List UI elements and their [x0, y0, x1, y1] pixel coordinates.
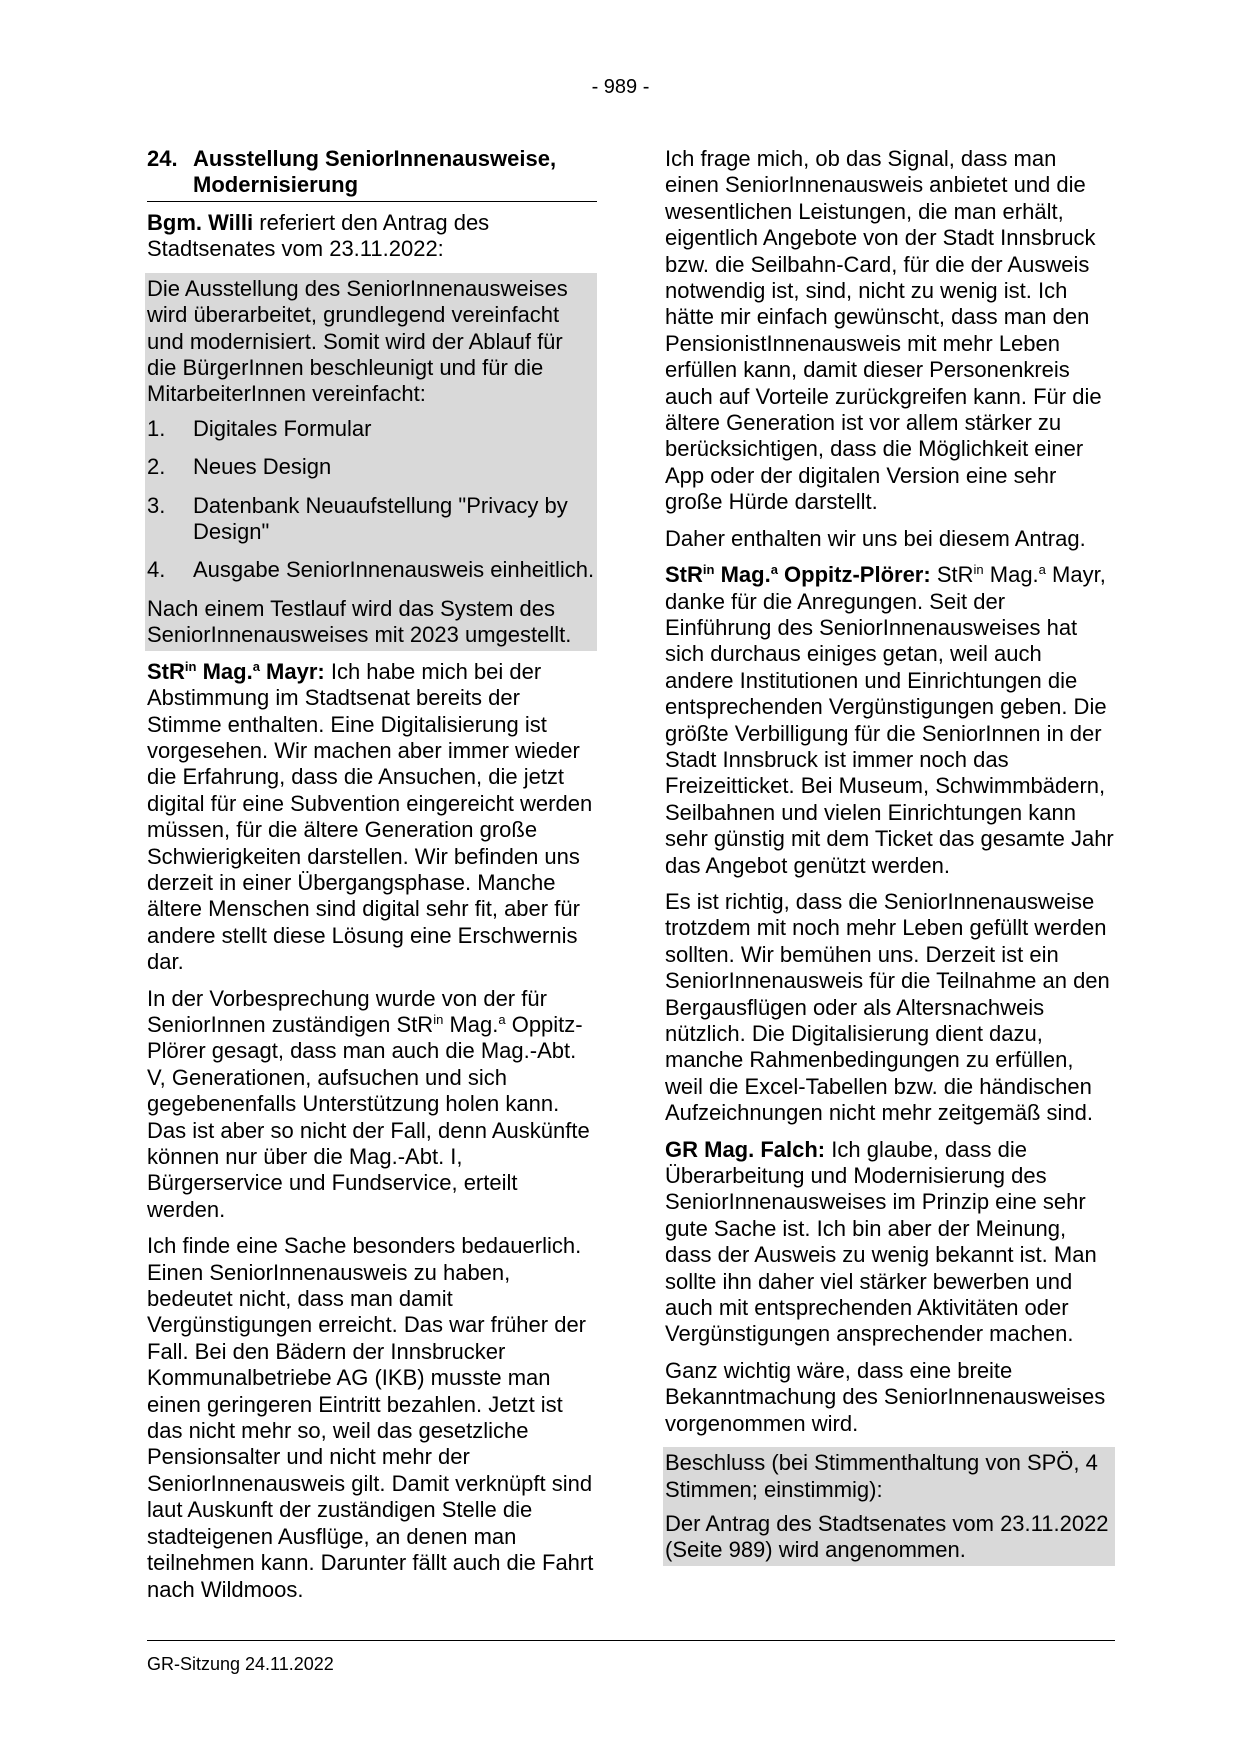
- speech-mayr-paragraph-5: Daher enthalten wir uns bei diesem Antrag.: [665, 525, 1086, 551]
- speech-mayr: StR$^{in}$ Mag.$^a$ Mayr: Ich habe mich bei der Abstimmung im Stadtsenat bereits der Stimme enthalten. Eine Digitalisierung ist vorgesehen. Wir machen aber immer wieder die Erfahrung, dass die Ansuchen, die jetzt digital für eine Subvention eingereicht werden müssen, für die ältere Generation große Schwierigkeiten darstellen. Wir befinden uns derzeit in einer Übergangsphase. Manche ältere Menschen sind digital sehr fit, aber für andere stellt diese Lösung eine Erschwernis dar.: [147, 658, 593, 975]
- footer-session-date: GR-Sitzung 24.11.2022: [147, 1654, 334, 1674]
- intro-speaker: Bgm. Willi: [147, 210, 254, 235]
- intro-text: referiert den Antrag des Stadtsenates vom 23.11.2022:: [147, 210, 490, 262]
- list-item: 2. Neues Design: [147, 454, 332, 480]
- list-item: 3. Datenbank Neuaufstellung "Privacy by Design": [147, 492, 568, 545]
- speech-falch-paragraph-2: Ganz wichtig wäre, dass eine breite Bekanntmachung des SeniorInnenausweises vorgenommen wird.: [665, 1357, 1106, 1436]
- left-column: [147, 146, 597, 1613]
- speech-falch: GR Mag. Falch: Ich glaube, dass die Überarbeitung und Modernisierung des SeniorInnenausweises im Prinzip eine sehr gute Sache ist. Ich bin aber der Meinung, dass der Ausweis zu wenig bekannt ist. Man sollte ihn daher viel stärker bewerben und auch mit entsprechenden Aktivitäten oder Vergünstigungen ansprechender machen.: [665, 1136, 1097, 1347]
- motion-text: Die Ausstellung des SeniorInnenausweises wird überarbeitet, grundlegend vereinfacht und modernisiert. Somit wird der Ablauf für die BürgerInnen beschleunigt und für die MitarbeiterInnen vereinfacht:: [147, 275, 568, 407]
- motion-box: [145, 273, 597, 651]
- speech-mayr-paragraph-3: Ich finde eine Sache besonders bedauerlich. Einen SeniorInnenausweis zu haben, bedeutet nicht, dass man damit Vergünstigungen erreicht. Das war früher der Fall. Bei den Bädern der Innsbrucker Kommunalbetriebe AG (IKB) musste man einen geringeren Eintritt bezahlen. Jetzt ist das nicht mehr so, weil das gesetzliche Pensionsalter und nicht mehr der SeniorInnenausweis gilt. Damit verknüpft sind laut Auskunft der zuständigen Stelle die stadteigenen Ausflüge, an denen man teilnehmen kann. Darunter fällt auch die Fahrt nach Wildmoos.: [147, 1233, 594, 1602]
- motion-list: [147, 416, 595, 584]
- page-number: - 989 -: [591, 76, 650, 98]
- footer-divider: [147, 1640, 1115, 1641]
- agenda-item-number: 24.: [147, 146, 178, 171]
- resolution-line-2: Der Antrag des Stadtsenates vom 23.11.2022 (Seite 989) wird angenommen.: [665, 1510, 1109, 1563]
- speech-oppitz-ploerer-paragraph-2: Es ist richtig, dass die SeniorInnenausweise trotzdem mit noch mehr Leben gefüllt werden sollten. Wir bemühen uns. Derzeit ist ein SeniorInnenausweis für die Teilnahme an den Bergausflügen oder als Altersnachweis nützlich. Die Digitalisierung dient dazu, manche Rahmenbedingungen zu erfüllen, weil die Excel-Tabellen bzw. die händischen Aufzeichnungen nicht mehr zeitgemäß sind.: [665, 888, 1110, 1126]
- agenda-item-title: Ausstellung SeniorInnenausweise, Modernisierung: [193, 146, 557, 197]
- resolution-box: [663, 1447, 1115, 1566]
- speech-mayr-paragraph-4: Ich frage mich, ob das Signal, dass man einen SeniorInnenausweis anbietet und die wesentlichen Leistungen, die man erhält, eigentlich Angebote von der Stadt Innsbruck bzw. die Seilbahn-Card, für die der Ausweis notwendig ist, sind, nicht zu wenig ist. Ich hätte mir einfach gewünscht, dass man den PensionistInnenausweis mit mehr Leben erfüllen kann, damit dieser Personenkreis auch auf Vorteile zurückgreifen kann. Für die ältere Generation ist vor allem stärker zu berücksichtigen, dass die Möglichkeit einer App oder der digitalen Version eine sehr große Hürde darstellt.: [665, 146, 1102, 515]
- speech-oppitz-ploerer: StR$^{in}$ Mag.$^a$ Oppitz-Plörer: StR$^{in}$ Mag.$^a$ Mayr, danke für die Anregungen. Seit der Einführung des SeniorInnenausweises hat sich durchaus einiges getan, weil auch andere Institutionen und Einrichtungen die entsprechenden Vergünstigungen geben. Die größte Verbilligung für die SeniorInnen in der Stadt Innsbruck ist immer noch das Freizeitticket. Bei Museum, Schwimmbädern, Seilbahnen und vielen Einrichtungen kann sehr günstig mit dem Ticket das gesamte Jahr das Angebot genützt werden.: [665, 562, 1114, 878]
- speaker-name: GR Mag. Falch:: [665, 1136, 826, 1162]
- agenda-item-heading: [147, 146, 597, 202]
- intro-paragraph: [147, 210, 597, 263]
- speech-mayr-paragraph-2: In der Vorbesprechung wurde von der für SeniorInnen zuständigen StR$^{in}$ Mag.$^a$ Oppitz-Plörer gesagt, dass man auch die Mag.-Abt. V, Generationen, aufsuchen und sich gegebenenfalls Unterstützung holen kann. Das ist aber so nicht der Fall, denn Auskünfte können nur über die Mag.-Abt. I, Bürgerservice und Fundservice, erteilt werden.: [147, 985, 590, 1222]
- right-column: [665, 146, 1115, 1574]
- motion-closing: Nach einem Testlauf wird das System des SeniorInnenausweises mit 2023 umgestellt.: [147, 595, 572, 648]
- resolution-line-1: Beschluss (bei Stimmenthaltung von SPÖ, 4 Stimmen; einstimmig):: [665, 1450, 1098, 1502]
- speaker-name: StR$^{in}$ Mag.$^a$ Mayr:: [147, 658, 325, 684]
- speaker-name: StR$^{in}$ Mag.$^a$ Oppitz-Plörer:: [665, 562, 931, 588]
- list-item: 1. Digitales Formular: [147, 415, 372, 441]
- list-item: 4. Ausgabe SeniorInnenausweis einheitlich.: [147, 557, 595, 583]
